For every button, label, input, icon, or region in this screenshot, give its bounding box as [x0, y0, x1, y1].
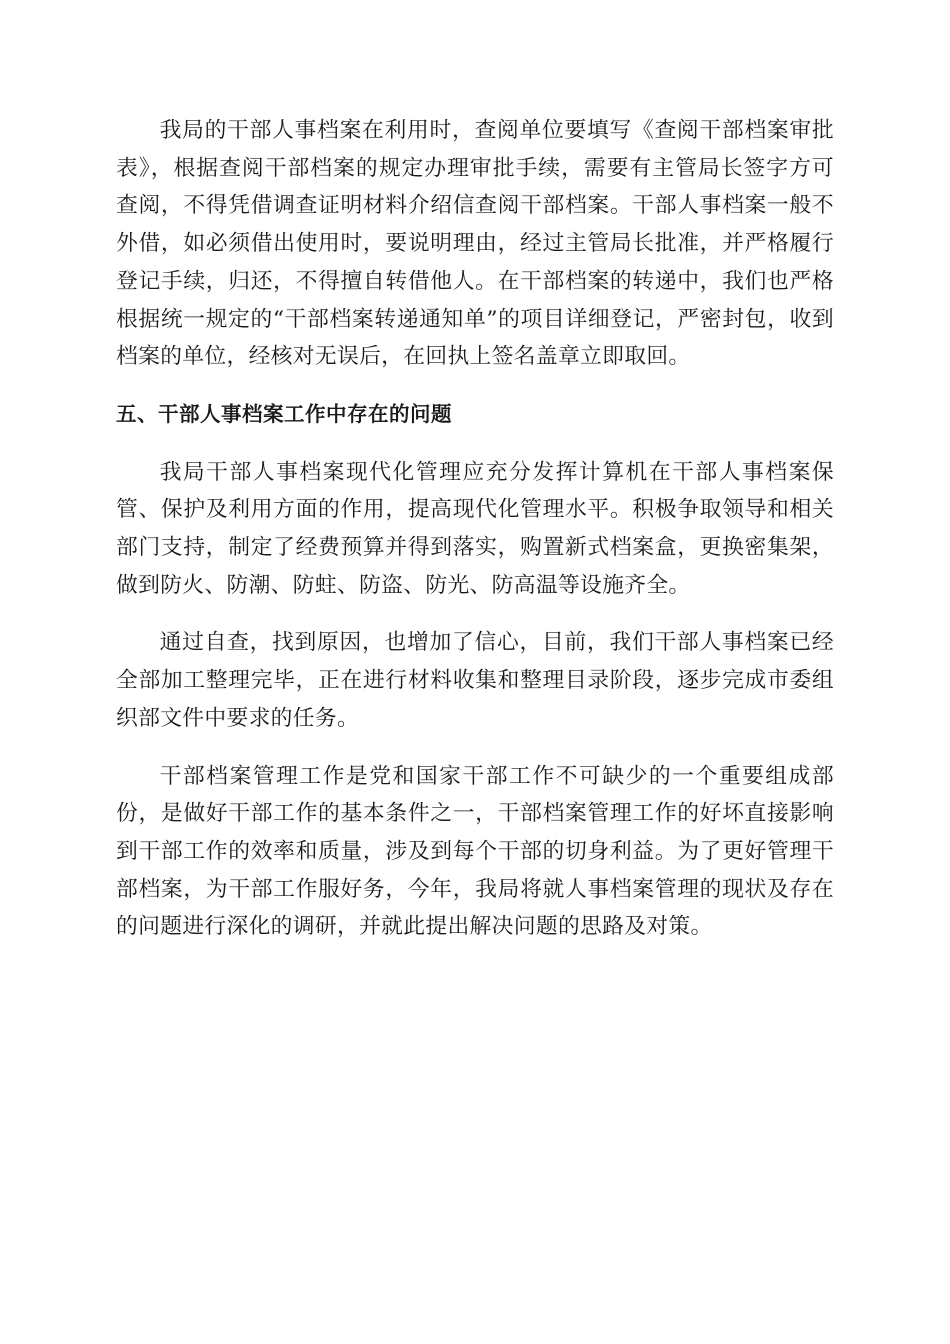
paragraph-archive-usage: 我局的干部人事档案在利用时，查阅单位要填写《查阅干部档案审批表》，根据查阅干部档案的规定办理审批手续，需要有主管局长签字方可查阅，不得凭借调查证明材料介绍信查阅干部档案。干部人事档案一般不外借，如必须借出使用时，要说明理由，经过主管局长批准，并严格履行登记手续，归还，不得擅自转借他人。在干部档案的转递中，我们也严格根据统一规定的“干部档案转递通知单”的项目详细登记，严密封包，收到档案的单位，经核对无误后，在回执上签名盖章立即取回。: [116, 118, 834, 370]
paragraph-gap: [116, 738, 834, 758]
paragraph-gap: [116, 604, 834, 624]
document-page: [116, 112, 834, 946]
paragraph-gap: [116, 376, 834, 396]
section-heading-problems: 五、干部人事档案工作中存在的问题: [116, 401, 452, 426]
paragraph-conclusion: 干部档案管理工作是党和国家干部工作不可缺少的一个重要组成部份，是做好干部工作的基本条件之一，干部档案管理工作的好坏直接影响到干部工作的效率和质量，涉及到每个干部的切身利益。为了更好管理干部档案，为干部工作服好务，今年，我局将就人事档案管理的现状及存在的问题进行深化的调研，并就此提出解决问题的思路及对策。: [116, 763, 834, 940]
paragraph-gap: [116, 434, 834, 454]
paragraph-modernization: 我局干部人事档案现代化管理应充分发挥计算机在干部人事档案保管、保护及利用方面的作用，提高现代化管理水平。积极争取领导和相关部门支持，制定了经费预算并得到落实，购置新式档案盒，更换密集架，做到防火、防潮、防蛀、防盗、防光、防高温等设施齐全。: [116, 459, 834, 598]
paragraph-self-inspection: 通过自查，找到原因，也增加了信心，目前，我们干部人事档案已经全部加工整理完毕，正在进行材料收集和整理目录阶段，逐步完成市委组织部文件中要求的任务。: [116, 630, 834, 731]
